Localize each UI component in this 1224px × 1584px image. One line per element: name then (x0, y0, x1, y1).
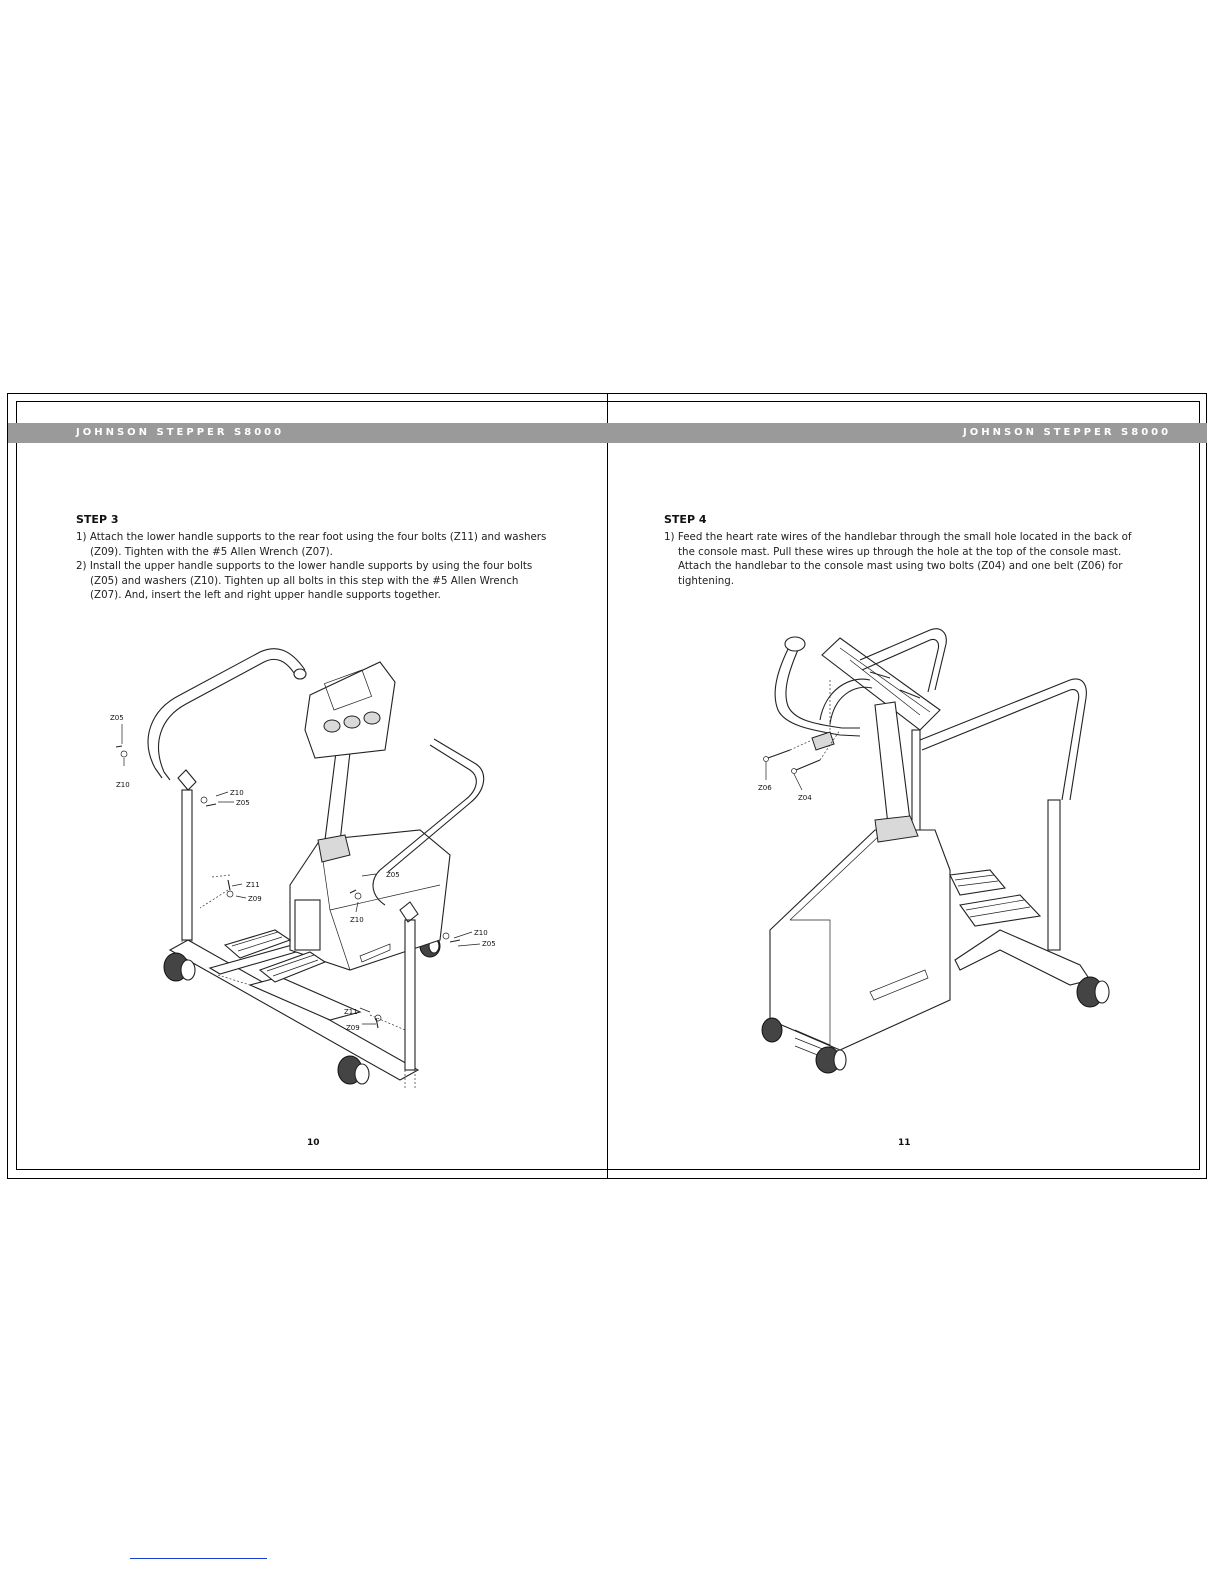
upper-handle-left-shape (148, 649, 305, 768)
callout-z10-c: Z10 (350, 916, 364, 924)
step-4-instructions (664, 530, 1140, 588)
side-handle-right (920, 679, 1086, 800)
belt-bracket (812, 732, 834, 750)
callout-z11-a: Z11 (246, 881, 260, 889)
linkage-block (295, 900, 320, 950)
wheel-rear-right (1077, 977, 1109, 1007)
console (305, 662, 395, 758)
console-mast (875, 702, 910, 825)
stepper-assembly-step3-diagram (100, 640, 520, 1100)
step-3-title: STEP 3 (76, 513, 119, 526)
page-number-left: 10 (307, 1138, 320, 1148)
page-spine (607, 393, 608, 1179)
lower-support-post-left (182, 790, 192, 940)
step-3-instruction-1: 1) Attach the lower handle supports to the rear foot using the four bolts (Z11) and washers (Z09). Tighten with the #5 Allen Wrench (Z07). (76, 531, 547, 558)
callout-z09-a: Z09 (248, 895, 262, 903)
step-4-instruction-1: 1) Feed the heart rate wires of the handlebar through the small hole located in the back of the console mast. Pull these wires up through the hole at the top of the console mast. Attach the handlebar to the console mast using two bolts (Z04) and one belt (Z06) for tightening. (664, 531, 1132, 587)
lower-support-post-right (405, 920, 415, 1070)
step-3-instructions (76, 530, 552, 603)
pedal-lower (960, 895, 1040, 926)
step-4-title: STEP 4 (664, 513, 707, 526)
pedal-upper (950, 870, 1005, 895)
callout-z11-b: Z11 (344, 1008, 358, 1016)
wheel-front-left (762, 1018, 782, 1042)
main-housing (770, 830, 950, 1050)
callout-z10-d: Z10 (474, 929, 488, 937)
step-3-instruction-2: 2) Install the upper handle supports to the lower handle supports by using the four bolts (Z05) and washers (Z10). Tighten up all bolts in this step with the #5 Allen Wrench (Z07). And, insert the left and right upper handle supports together. (76, 560, 533, 602)
footer-link-underline (130, 1558, 267, 1559)
header-title-right: JOHNSON STEPPER S8000 (963, 427, 1172, 438)
page-number-right: 11 (898, 1138, 911, 1148)
header-title-left: JOHNSON STEPPER S8000 (76, 427, 285, 438)
callout-z05-b: Z05 (236, 799, 250, 807)
callout-z09-b: Z09 (346, 1024, 360, 1032)
callout-z10-b: Z10 (230, 789, 244, 797)
callout-z06: Z06 (758, 784, 772, 792)
callout-z10-a: Z10 (116, 781, 130, 789)
base-frame (955, 930, 1090, 985)
callout-z04: Z04 (798, 794, 812, 802)
callout-z05-c: Z05 (386, 871, 400, 879)
callout-z05-a: Z05 (110, 714, 124, 722)
stepper-assembly-step4-diagram (750, 620, 1120, 1080)
callout-z05-d: Z05 (482, 940, 496, 948)
support-post-right (1048, 800, 1060, 950)
wheel-front-right (816, 1047, 846, 1073)
